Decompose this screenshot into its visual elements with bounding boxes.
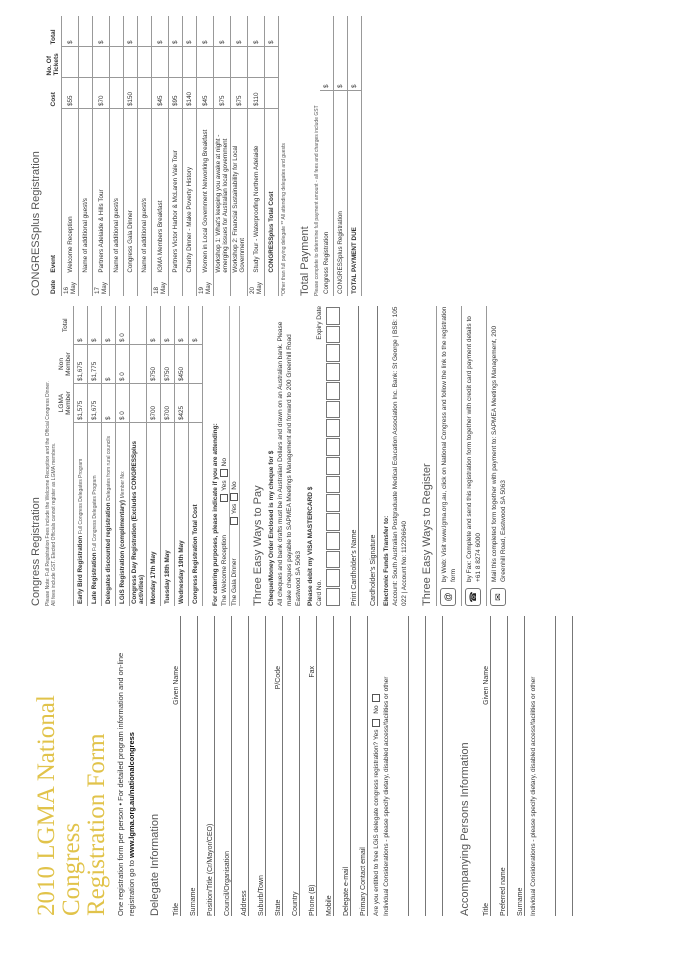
catering-no-checkbox[interactable] [230,493,238,501]
event-cost [265,78,279,109]
accompanying-field-row[interactable] [508,616,525,916]
accompanying-heading: Accompanying Persons Information [459,742,471,916]
registration-heading: Congress Registration [30,497,42,606]
card-number-label: Card No. [316,579,323,606]
col-nonmember: Non Member [57,345,74,384]
intro-sentence: One registration form per person • For detailed program information and on-line registration go to [116,652,136,916]
event-tickets-field[interactable] [197,47,214,78]
event-total-field[interactable]: $ [152,16,169,47]
accompanying-field-label: Given Name [483,666,490,705]
event-date [214,275,231,296]
registration-member-cell: $700 [161,384,175,423]
registration-label: Congress Day Registration (Excludes CONGRESSplus activities) [131,440,145,604]
accompanying-fields [474,616,525,916]
delegate-field-row[interactable] [334,616,351,916]
event-date [110,275,124,296]
delegate-field-label: Fax [309,666,316,678]
delegate-field-label: State [275,899,282,916]
congressplus-row [152,16,169,296]
accompanying-field-row[interactable] [491,616,508,916]
event-name: Charity Dinner - Make Poverty History [183,109,197,275]
event-tickets-field[interactable] [124,47,138,78]
event-tickets-field[interactable] [93,47,110,78]
event-name: Name of additional guest/s [138,109,152,275]
event-date [79,275,93,296]
event-name: Welcome Reception [62,109,79,275]
congressplus-row [138,16,152,296]
card-digit-box[interactable] [326,532,340,550]
card-digit-box[interactable] [326,476,340,494]
fax-icon: ☎ [465,588,481,606]
catering-item [220,306,230,606]
event-date [169,275,183,296]
event-tickets-field[interactable] [79,47,93,78]
publisher-stamp [366,16,372,296]
card-digit-box[interactable] [326,382,340,400]
accompanying-field-label: Title [483,903,490,916]
delegate-field-row[interactable] [300,616,317,916]
signature-field[interactable] [359,306,378,606]
registration-non-cell: $ [102,345,116,384]
card-digit-box[interactable] [326,420,340,438]
delegate-field-row[interactable] [215,616,232,916]
registration-total-cell[interactable]: $ [189,306,203,345]
registration-desc: Member No: [120,470,126,499]
registration-desc: Full Congress Delegates Program [78,458,84,535]
registration-total-cell[interactable]: $ [74,306,88,345]
registration-non-cell: $ 0 [116,345,130,384]
registration-label: Late Registration [91,552,98,604]
event-name: Partners Adelaide & Hills Tour [93,109,110,275]
form-title [34,616,109,916]
event-total-field[interactable] [110,16,124,47]
event-cost [138,78,152,109]
event-tickets-field[interactable] [265,47,279,78]
event-name: Congress Gala Dinner [124,109,138,275]
congressplus-row [169,16,183,296]
congressplus-heading: CONGRESSplus Registration [30,151,42,296]
register-way-text: by Web: Visit www.lgma.org.au, click on National Congress and follow the link to the registration form [441,306,457,582]
event-name: CONGRESSplus Total Cost [265,109,279,275]
yes-checkbox[interactable] [372,719,380,727]
signature-label: Cardholder's Signature [370,534,377,606]
congressplus-row [231,16,248,296]
debit-option[interactable]: Please debit my VISA MASTERCARD $ [307,486,314,606]
delegate-field-row[interactable] [283,616,300,916]
registration-label: Early Bird Registration [77,535,84,604]
col-total: Total [57,306,74,345]
event-cost: $95 [169,78,183,109]
event-name: Women in Local Government Networking Breakfast [197,109,214,275]
event-tickets-field[interactable] [62,47,79,78]
no-label: No [373,705,380,714]
accompanying-field-row[interactable] [474,616,491,916]
event-cost: $55 [62,78,79,109]
delegate-field-row[interactable] [266,616,283,916]
registration-label: Tuesday 18th May [164,550,171,604]
registration-row [88,306,102,606]
registration-member-cell: $ 0 [116,384,130,423]
no-label: No [231,481,238,490]
cheque-option[interactable]: Cheque/Money Order Enclosed is my cheque for $ [268,450,275,606]
registration-label-cell [116,423,130,607]
registration-total-cell[interactable]: $ [161,306,175,345]
total-row [320,16,334,296]
catering-item-label: The Gala Dinner [231,558,238,606]
eft-details: Account: South Australian Postgraduate Medical Education Association Inc. Bank: St George | BSB: 105 022 | Account No: 112296640 [392,306,408,606]
no-label: No [221,458,228,467]
congressplus-table [45,16,279,296]
acc-considerations-line-2[interactable] [556,616,573,916]
card-digit-box[interactable] [326,495,340,513]
delegate-field-label: Primary Contact email [360,847,367,916]
event-cost: $75 [231,78,248,109]
registration-member-cell: $ [102,384,116,423]
registration-label-cell [88,423,102,607]
total-row [348,16,362,296]
register-ways [436,306,511,606]
delegate-field-label: Phone (B) [309,884,316,916]
eft-heading: Electronic Funds Transfer to: [383,515,390,606]
considerations-line-1[interactable] [392,616,409,916]
yes-label: Yes [221,480,228,491]
catering-item [230,306,240,606]
totals-table [320,16,362,296]
delegate-field-label: Country [292,891,299,916]
delegate-considerations: Individual Considerations - please specify dietary, disabled access/facilities or other [383,676,390,916]
event-name: IGMA Members Breakfast [152,109,169,275]
registration-desc: Full Congress Delegates Program [92,475,98,551]
registration-row [102,306,116,606]
event-tickets-field[interactable] [248,47,265,78]
delegate-field-row[interactable] [198,616,215,916]
registration-non-cell: $450 [175,345,189,384]
registration-total-cell[interactable]: $ [175,306,189,345]
accompanying-field-label: Surname [517,887,524,916]
event-total-field[interactable]: $ [214,16,231,47]
delegate-field-row[interactable] [232,616,249,916]
catering-yes-checkbox[interactable] [230,517,238,525]
congressplus-row [110,16,124,296]
delegate-field-label: Given Name [173,666,180,705]
registration-note-1: Please Note: Full Registration Fees include the Welcome Reception and the Official Congress Dinner. [45,381,51,606]
registration-label-cell [74,423,88,607]
cardholder-label: Print Cardholder's Name [351,529,358,606]
congressplus-row [248,16,265,296]
registration-total-cell[interactable]: $ 0 [116,306,130,345]
card-row [315,306,324,606]
delegate-field-label: Position/Title (Cr/Mayor/CEO) [207,823,214,916]
registration-note-2: All fees include GST. Elected Officials cannot register as LGMA members. [51,442,57,606]
registration-member-cell: $700 [147,384,161,423]
card-digit-box[interactable] [326,551,340,569]
card-digit-box[interactable] [326,363,340,381]
event-total-field[interactable] [138,16,152,47]
registration-member-cell: $1,575 [74,384,88,423]
registration-label-cell [130,423,147,607]
registration-member-cell: $1,675 [88,384,102,423]
delegate-field-label: P/Code [275,666,282,690]
event-date [231,275,248,296]
event-date: 17 May [93,275,110,296]
registration-member-cell: $425 [175,384,189,423]
event-name: Name of additional guest/s [79,109,93,275]
yes-label: Yes [231,503,238,515]
register-way-text: Mail this completed form together with payment to: SAPMEA Meetings Management, 200 Greenhill Road, Eastwood SA 5063 [491,325,507,582]
card-digit-box[interactable] [326,326,340,344]
lgis-question-text: Are you entitled to free LGiS delegate congress registration? [373,741,380,916]
card-digit-box[interactable] [326,457,340,475]
register-way-text: by Fax: Complete and send this registration form together with credit card payment details to +61 8 8274 6000 [466,316,482,582]
event-total-field[interactable]: $ [248,16,265,47]
delegate-field-label: Council/Organisation [224,851,231,916]
congressplus-row [79,16,93,296]
considerations-line-3[interactable] [426,616,443,916]
event-tickets-field[interactable] [214,47,231,78]
acc-considerations-line-1[interactable] [539,616,556,916]
event-name: Name of additional guest/s [110,109,124,275]
register-way [436,306,461,606]
title-line-2: Registration Form [83,733,110,916]
event-total-field[interactable]: $ [197,16,214,47]
registration-total-cell[interactable]: $ [88,306,102,345]
delegate-field-row[interactable] [181,616,198,916]
registration-total-cell[interactable] [130,306,147,345]
delegate-field-label: Suburb/Town [258,875,265,916]
delegate-field-label: Surname [190,887,197,916]
delegate-field-label: Mobile [326,895,333,916]
event-total-field[interactable]: $ [265,16,279,47]
event-date [183,275,197,296]
congressplus-column [0,16,676,296]
delegate-heading: Delegate Information [149,813,161,916]
accompanying-field-label: Preferred name [500,867,507,916]
event-date: 16 May [62,275,79,296]
total-label: TOTAL PAYMENT DUE [348,91,362,297]
total-row [334,16,348,296]
registration-label-cell [189,423,203,607]
cardholder-name-field[interactable] [340,306,359,606]
web-icon: @ [440,588,456,606]
card-digit-box[interactable] [326,588,340,606]
considerations-line-2[interactable] [409,616,426,916]
total-label: CONGRESSplus Registration [334,91,348,297]
registration-non-cell: $1,675 [74,345,88,384]
catering-question: For catering purposes, please indicate if you are attending: [212,423,219,606]
catering-list [220,306,240,606]
total-label: Congress Registration [320,91,334,297]
col-date: Date [45,275,62,296]
registration-non-cell [130,345,147,384]
card-digit-box[interactable] [326,307,340,325]
registration-label: Monday 17th May [150,551,157,604]
registration-row [189,306,203,606]
cheque-note: All cheques and bank drafts must be in Australian Dollars and drawn on an Australian bank. Please make cheques payable to SAPMEA Meetings Management and forward to 200 Greenhill Road Eastwood SA 5063 [277,321,302,606]
total-payment-heading: Total Payment [299,226,311,296]
registration-total-cell[interactable]: $ [102,306,116,345]
mail-icon: ✉ [490,588,506,606]
delegate-field-row[interactable] [351,616,368,916]
col-cost: Cost [45,78,62,109]
register-ways-heading: Three Easy Ways to Register [421,463,433,606]
catering-no-checkbox[interactable] [220,469,228,477]
registration-non-cell: $750 [147,345,161,384]
registration-desc: Delegates from rural councils [106,436,112,501]
catering-item-label: The Welcome Reception [221,534,228,606]
event-tickets-field[interactable] [152,47,169,78]
card-digit-box[interactable] [326,438,340,456]
delegate-field-row[interactable] [164,616,181,916]
card-digit-box[interactable] [326,401,340,419]
event-cost: $45 [197,78,214,109]
card-digit-box[interactable] [326,513,340,531]
event-date [138,275,152,296]
expiry-label: Expiry Date [316,306,323,340]
registration-row [161,306,175,606]
registration-non-cell: $1,775 [88,345,102,384]
title-line-1: 2010 LGMA National Congress [33,695,85,916]
registration-row [74,306,88,606]
delegate-field-row[interactable] [317,616,334,916]
event-tickets-field[interactable] [169,47,183,78]
event-tickets-field[interactable] [231,47,248,78]
event-date: 19 May [197,275,214,296]
event-date: 18 May [152,275,169,296]
total-value-field[interactable]: $ [348,16,362,91]
registration-row [147,306,161,606]
registration-row [130,306,147,606]
registration-row [116,306,130,606]
delegate-column [0,616,676,916]
col-member: LGMA Member [57,384,74,423]
event-total-field[interactable]: $ [231,16,248,47]
yes-label: Yes [373,729,380,741]
delegate-field-label: Title [173,903,180,916]
congressplus-row [183,16,197,296]
registration-label: LGiS Registration (complimentary) [119,500,126,604]
event-tickets-field[interactable] [110,47,124,78]
intro-url-link[interactable]: www.lgma.org.au/nationalcongress [127,732,136,859]
card-digit-box[interactable] [326,570,340,588]
lgis-question [372,616,382,916]
event-total-field[interactable] [79,16,93,47]
congressplus-row [93,16,110,296]
col-total: Total [45,16,62,47]
event-total-field[interactable]: $ [62,16,79,47]
event-cost [79,78,93,109]
registration-label-cell [175,423,189,607]
event-date: 20 May [248,275,265,296]
pay-heading: Three Easy Ways to Pay [252,485,264,606]
card-digit-box[interactable] [326,345,340,363]
event-cost: $70 [93,78,110,109]
delegate-field-row[interactable] [249,616,266,916]
congressplus-note: *Other than full paying delegate ** All attending delegates and guests [281,143,287,296]
event-total-field[interactable]: $ [124,16,138,47]
event-cost [110,78,124,109]
total-value-field[interactable]: $ [334,16,348,91]
congressplus-row [124,16,138,296]
registration-non-cell: $750 [161,345,175,384]
registration-label-cell [147,423,161,607]
registration-table [57,306,203,606]
event-tickets-field[interactable] [183,47,197,78]
congressplus-row [214,16,231,296]
registration-label: Congress Registration Total Cost [192,504,199,604]
registration-label: Wednesday 19th May [178,540,185,604]
event-total-field[interactable]: $ [183,16,197,47]
event-name: Workshop 1: What's keeping you awake at night - emerging issues for Australian local government [214,109,231,275]
intro-text [115,616,137,916]
event-name: Study Tour - Waterproofing Northern Adelaide [248,109,265,275]
registration-label-cell [161,423,175,607]
accompanying-considerations: Individual Considerations - please specify dietary, disabled access/facilities or other [530,676,537,916]
congressplus-row [62,16,79,296]
registration-member-cell [189,384,203,423]
registration-label: Delegates discounted registration [105,502,112,604]
congressplus-row [197,16,214,296]
event-name: Workshop 2: Financial Sustainability for Local Government [231,109,248,275]
delegate-field-label: Delegate e-mail [343,866,350,916]
registration-row [175,306,189,606]
total-value-field[interactable]: $ [320,16,334,91]
event-date [265,275,279,296]
register-way [486,306,511,606]
card-number-boxes[interactable] [326,306,340,606]
event-cost: $150 [124,78,138,109]
registration-member-cell [130,384,147,423]
event-tickets-field[interactable] [138,47,152,78]
congressplus-row [265,16,279,296]
event-cost: $75 [214,78,231,109]
no-checkbox[interactable] [372,694,380,702]
event-total-field[interactable]: $ [169,16,183,47]
registration-label-cell [102,423,116,607]
registration-non-cell [189,345,203,384]
register-way [461,306,486,606]
registration-total-cell[interactable]: $ [147,306,161,345]
registration-column [0,306,676,606]
delegate-fields [164,616,368,916]
col-tickets: No. Of Tickets [45,47,62,78]
event-cost: $110 [248,78,265,109]
event-name: Partners Victor Harbor & McLaren Vale Tour [169,109,183,275]
col-event: Event [45,109,62,275]
event-total-field[interactable]: $ [93,16,110,47]
event-cost: $45 [152,78,169,109]
total-payment-note: Please complete to determine full payment amount - all fees and charges include GST [314,105,320,296]
catering-yes-checkbox[interactable] [220,494,228,502]
event-cost: $140 [183,78,197,109]
event-date [124,275,138,296]
delegate-field-label: Address [241,890,248,916]
